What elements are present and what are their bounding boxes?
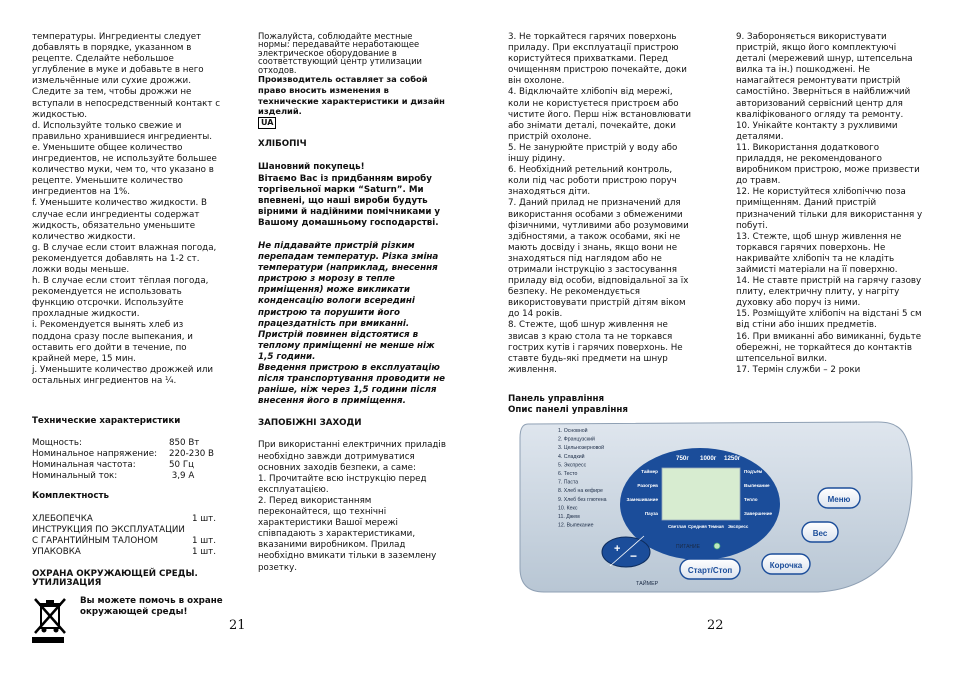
safety-item: 9. Забороняється використувати пристрій, якщо його комплектуючі деталі (мережевий шнур, штепсельна вилка та ін.) пошкоджені. Не намагайтеся ремонтувати пристрій самостійно. Зверніться в найближчий авторизований сервісний центр для кваліфікованого огляду та ремонту. (736, 32, 913, 120)
program-item: 10. Кекс (558, 505, 578, 512)
kit-row (32, 536, 216, 547)
safety-item: 5. Не занурюйте пристрій у воду або іншу рідину. (508, 142, 678, 165)
spec-row (32, 449, 222, 460)
program-item: 11. Джем (558, 514, 580, 520)
program-item: 3. Цельнозерновой (558, 445, 605, 452)
safety-heading: ЗАПОБІЖНІ ЗАХОДИ (258, 418, 362, 429)
safety-item: 7. Даний прилад не призначений для використання особами з обмеженими фізичними, чутливими або розумовими здібностями, а також особами, які не мають досвіду і знань, якщо вони не знаходяться під наглядом або не отримали інструкцію з застосування приладу від особи, відповідальної за їх безпеку. Не рекомендується використовувати пристрій дітям віком до 14 років. (508, 198, 689, 320)
recipe-note: g. В случае если стоит влажная погода, рекомендуется добавлять на 1-2 ст. ложки воды меньше. (32, 242, 217, 275)
svg-text:Вес: Вес (812, 529, 828, 538)
safety-item: 3. Не торкайтеся гарячих поверхонь приладу. При експлуатації пристрою користуйтеся прихватками. Перед очищенням пристрою почекайте, доки він охолоне. (508, 32, 687, 87)
control-panel-svg (518, 418, 914, 594)
panel-subheading: Опис панелі управління (508, 405, 628, 415)
program-item: 1. Основной (558, 428, 588, 434)
safety-item: 1. Прочитайте всю інструкцію перед експлуатацією. (258, 473, 427, 495)
kit-item: С ГАРАНТИЙНЫМ ТАЛОНОМ (32, 535, 159, 546)
transport-warning: Введення пристрою в експлуатацію після транспортування проводити не раніше, ніж через 1,5 години після внесення його в приміщення. (258, 363, 446, 407)
safety-item: 11. Використання додаткового приладдя, не рекомендованого виробником пристрою, може призвести до травм. (736, 142, 920, 187)
safety-item: 17. Термін служби – 2 роки (736, 364, 861, 375)
program-item: 12. Выпекание (558, 522, 594, 529)
disposal-note: Пожалуйста, соблюдайте местные нормы: передавайте неработающее электрическое оборудование в соответствующий центр утилизации отходов. (258, 31, 422, 75)
crust-option: Темная (708, 524, 724, 529)
spec-value: 850 Вт (169, 438, 200, 449)
safety-item: 14. Не ставте пристрій на гарячу газову плиту, електричну плиту, у нагріту духовку або поруч із ними. (736, 276, 922, 309)
recipe-note: i. Рекомендуется вынять хлеб из поддона сразу после выпекания, и оставить его дойти в течение, по крайней мере, 15 мин. (32, 320, 193, 364)
crust-option: Светлая (668, 524, 687, 529)
svg-text:+: + (614, 543, 621, 555)
program-item: 4. Сладкий (558, 453, 585, 460)
kit-row (32, 514, 216, 525)
svg-text:−: − (630, 549, 638, 563)
crust-option: Экспресс (728, 524, 749, 529)
spec-label: Номинальная частота: (32, 460, 136, 471)
start-stop-button[interactable] (680, 559, 740, 579)
stage-label: Таймер (641, 469, 658, 474)
safety-item: 16. При вмиканні або вимиканні, будьте обережні, не торкайтеся до контактів штепсельної вилки. (736, 331, 922, 364)
spec-label: Мощность: (32, 438, 82, 449)
stage-label: Подъём (744, 469, 763, 474)
stage-label: Выпекание (744, 483, 770, 488)
stage-label: Замешивание (626, 497, 658, 502)
weight-option: 1000г (700, 455, 717, 462)
crossed-bin-icon (32, 596, 68, 644)
right-column-3 (508, 32, 696, 416)
svg-text:Меню: Меню (827, 495, 851, 504)
kit-item: ХЛЕБОПЕЧКА (32, 513, 93, 524)
kit-row (32, 547, 216, 558)
weight-labels (676, 455, 741, 462)
recipe-note: d. Используйте только свежие и правильно хранившиеся ингредиенты. (32, 120, 212, 142)
kit-row (32, 525, 216, 536)
language-badge: UA (258, 117, 276, 129)
program-item: 9. Хлеб без глютена (558, 496, 607, 503)
specs-table (32, 438, 222, 482)
weight-button[interactable] (802, 522, 838, 542)
spec-label: Номинальное напряжение: (32, 449, 158, 460)
kit-qty: 1 шт. (191, 535, 216, 546)
program-item: 2. Французский (558, 436, 595, 443)
lcd-display (662, 468, 740, 520)
menu-button[interactable] (818, 488, 860, 508)
env-heading: ОХРАНА ОКРУЖАЮЩЕЙ СРЕДЫ. УТИЛИЗАЦИЯ (32, 568, 198, 589)
safety-item: 6. Необхідний ретельний контроль, коли під час роботи пристрою поруч знаходяться діти. (508, 165, 677, 198)
control-panel-illustration (518, 418, 914, 594)
kit-item: ИНСТРУКЦИЯ ПО ЭКСПЛУАТАЦИИ (32, 524, 185, 535)
program-item: 8. Хлеб на кефире (558, 488, 603, 495)
recipe-note: f. Уменьшите количество жидкости. В случае если ингредиенты содержат жидкость, обязательно уменьшите количество жидкости. (32, 198, 207, 242)
power-led-icon (714, 543, 720, 549)
safety-item: 4. Відключайте хлібопіч від мережі, коли не користуєтеся пристроєм або чистите його. Перш ніж встановлювати або знімати деталі, почекайте, доки пристрій охолоне. (508, 87, 691, 142)
left-column-1 (32, 32, 222, 589)
weight-option: 750г (676, 455, 689, 462)
weight-option: 1250г (724, 455, 741, 462)
timer-label: ТАЙМЕР (636, 581, 659, 587)
env-note: Вы можете помочь в охране окружающей среды! (80, 595, 223, 617)
stage-label: Тепло (744, 497, 758, 502)
safety-intro: При використанні електричних приладів необхідно завжди дотримуватися основних заходів безпеки, а саме: (258, 440, 446, 473)
safety-item: 10. Унікайте контакту з рухливими деталями. (736, 120, 898, 142)
recipe-note: e. Уменьшите общее количество ингредиентов, не используйте большее количество муки, чем то, что указано в рецепте. Уменьшите количество ингредиентов на 1%. (32, 142, 217, 198)
program-item: 7. Паста (558, 479, 579, 486)
spec-row (32, 438, 222, 449)
kit-qty: 1 шт. (191, 546, 216, 557)
right-column-4 (736, 32, 926, 376)
greeting-title: Шановний покупець! (258, 162, 365, 173)
ua-title: ХЛІБОПІЧ (258, 139, 307, 150)
kit-item: УПАКОВКА (32, 546, 81, 557)
stage-label: Разогрев (637, 483, 658, 488)
spec-value: 3,9 А (169, 471, 195, 482)
temperature-warning: Не піддавайте пристрій різким перепадам температур. Різка зміна температури (наприклад, внесення пристрою з морозу в тепле приміщення) може викликати конденсацію вологи всередині пристрою та порушити його працездатність при вмиканні. Пристрій повинен відстоятися в теплому приміщенні не менше ніж 1,5 години. (258, 240, 439, 362)
svg-text:Корочка: Корочка (769, 561, 803, 570)
spec-row (32, 471, 222, 482)
specs-heading: Технические характеристики (32, 416, 181, 426)
stage-label: Пауза (644, 511, 658, 516)
safety-item: 2. Перед використанням переконайтеся, що технічні характеристики Вашої мережі співпадають з характеристиками, вказаними виробником. Прилад необхідно вмикати тільки в заземлену розетку. (258, 495, 437, 573)
kit-heading: Комплектность (32, 491, 110, 502)
crust-labels (668, 524, 749, 529)
spec-row (32, 460, 222, 471)
spec-label: Номинальный ток: (32, 471, 118, 482)
recipe-note: h. В случае если стоит тёплая погода, рекомендуется не использовать функцию отсрочки. Используйте прохладные жидкости. (32, 276, 209, 320)
panel-heading: Панель управління (508, 393, 605, 404)
page-number-left: 21 (229, 618, 246, 633)
safety-item: 15. Розміщуйте хлібопіч на відстані 5 см від стіни або інших предметів. (736, 309, 922, 331)
safety-item: 12. Не користуйтеся хлібопіччю поза приміщенням. Даний пристрій призначений тільки для використання у побуті. (736, 187, 923, 231)
left-column-2 (258, 32, 446, 574)
safety-item: 8. Стежте, щоб шнур живлення не звисав з краю стола та не торкався гострих кутів і гарячих поверхонь. Не ставте будь-які предмети на шнур живлення. (508, 320, 683, 375)
recipe-note: температуры. Ингредиенты следует добавлять в порядке, указанном в рецепте. Сделайте небольшое углубление в муке и добавьте в него измельчённые или сухие дрожжи. Следите за тем, чтобы дрожжи не вступали в непосредственный контакт с жидкостью. (32, 32, 221, 120)
crust-button[interactable] (762, 554, 810, 574)
spec-value: 220-230 В (169, 449, 215, 460)
kit-qty: 1 шт. (191, 513, 216, 524)
safety-item: 13. Стежте, щоб шнур живлення не торкався гарячих поверхонь. Не накривайте хлібопіч та не кладіть займисті матеріали на її поверхню. (736, 231, 902, 275)
spec-value: 50 Гц (169, 460, 195, 471)
recipe-note: j. Уменьшите количество дрожжей или остальных ингредиентов на ¼. (32, 364, 214, 386)
page-number-right: 22 (707, 618, 724, 633)
kit-list (32, 514, 222, 558)
stage-label: Завершение (744, 511, 773, 516)
greeting-text: Вітаємо Вас із придбанням виробу торгівельної марки “Saturn”. Ми впевнені, що наші вироби будуть вірними й надійними помічниками у Вашому домашньому господарстві. (258, 173, 441, 228)
rights-note: Производитель оставляет за собой право вносить изменения в технические характеристики и дизайн изделий. (258, 74, 445, 117)
crust-option: Средняя (688, 524, 707, 529)
program-item: 6. Тесто (558, 471, 578, 477)
program-item: 5. Экспресс (558, 462, 587, 469)
svg-text:Старт/Стоп: Старт/Стоп (687, 566, 733, 575)
power-label: ПИТАНИЕ (676, 544, 700, 550)
